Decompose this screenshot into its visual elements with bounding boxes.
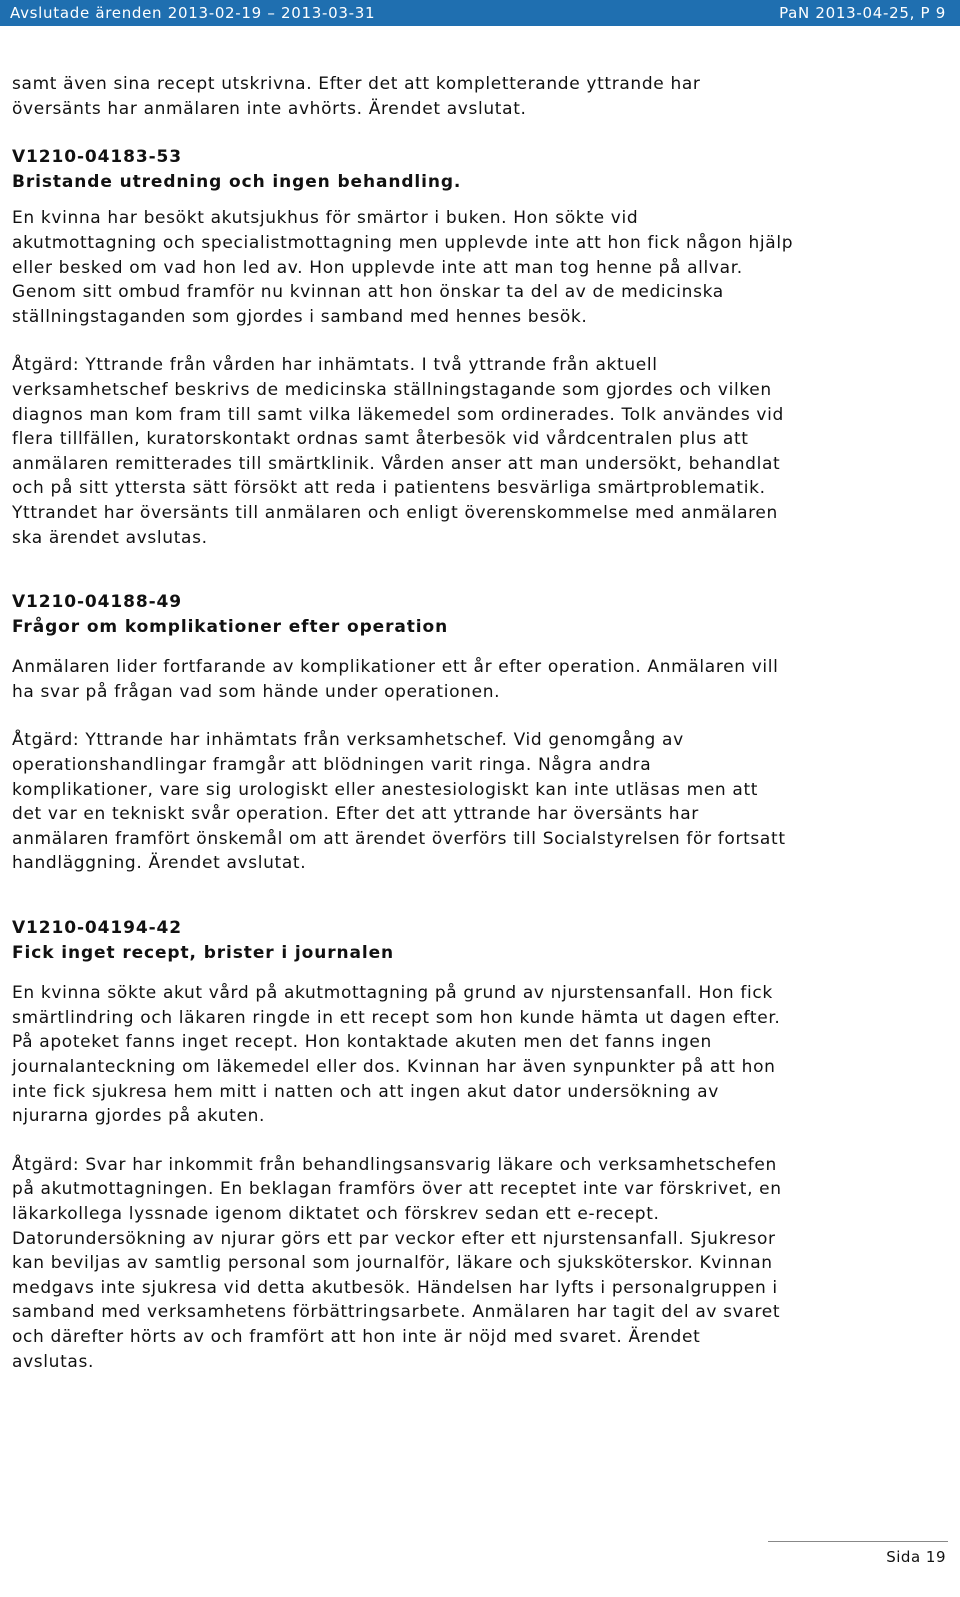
case-heading: [12, 590, 932, 639]
text-line: läkarkollega lyssnade igenom diktatet och förskrev sedan ett e-recept.: [12, 1203, 660, 1224]
text-line: medgavs inte sjukresa vid detta akutbesök. Händelsen har lyfts i personalgruppen i: [12, 1277, 778, 1298]
text-line: En kvinna sökte akut vård på akutmottagning på grund av njurstensanfall. Hon fick: [12, 983, 773, 1004]
text-line: ska ärendet avslutas.: [12, 527, 208, 548]
text-line: njurarna gjordes på akuten.: [12, 1106, 266, 1127]
case-entry: [12, 145, 932, 550]
case-id: V1210-04194-42: [12, 918, 182, 939]
document-body: [12, 72, 932, 1374]
text-line: akutmottagning och specialistmottagning men upplevde inte att hon fick någon hjälp: [12, 232, 794, 253]
case-heading: [12, 916, 932, 965]
text-line: Yttrandet har översänts till anmälaren och enligt överenskommelse med anmälaren: [12, 502, 778, 523]
case-entry: [12, 590, 932, 876]
text-line: smärtlindring och läkaren ringde in ett recept som hon kunde hämta ut dagen efter.: [12, 1007, 781, 1028]
case-id: V1210-04188-49: [12, 592, 182, 613]
text-line: översänts har anmälaren inte avhörts. Ärendet avslutat.: [12, 98, 527, 119]
intro-paragraph: [12, 72, 932, 121]
text-line: Genom sitt ombud framför nu kvinnan att hon önskar ta del av de medicinska: [12, 282, 724, 303]
case-title: Bristande utredning och ingen behandling.: [12, 171, 462, 192]
text-line: samband med verksamhetens förbättringsarbete. Anmälaren har tagit del av svaret: [12, 1302, 781, 1323]
text-line: komplikationer, vare sig urologiskt eller anestesiologiskt kan inte utläsas men att: [12, 779, 759, 800]
text-line: inte fick sjukresa hem mitt i natten och att ingen akut dator undersökning av: [12, 1081, 719, 1102]
header-title: Avslutade ärenden 2013-02-19 – 2013-03-31: [10, 4, 376, 22]
case-action: [12, 353, 932, 550]
text-line: flera tillfällen, kuratorskontakt ordnas samt återbesök vid vårdcentralen plus att: [12, 429, 749, 450]
case-description: [12, 206, 932, 329]
text-line: och på sitt yttersta sätt försökt att reda i patientens besvärliga smärtproblematik.: [12, 478, 766, 499]
footer-divider: [768, 1541, 948, 1542]
case-title: Fick inget recept, brister i journalen: [12, 942, 395, 963]
text-line: kan beviljas av samtlig personal som journalför, läkare och sjuksköterskor. Kvinnan: [12, 1253, 773, 1274]
text-line: ställningstaganden som gjordes i samband med hennes besök.: [12, 306, 588, 327]
text-line: anmälaren remitterades till smärtklinik. Vården anser att man undersökt, behandlat: [12, 453, 781, 474]
text-line: Anmälaren lider fortfarande av komplikationer ett år efter operation. Anmälaren vill: [12, 657, 779, 678]
text-line: operationshandlingar framgår att blödningen varit ringa. Några andra: [12, 755, 652, 776]
case-action: [12, 1153, 932, 1374]
case-entry: [12, 916, 932, 1374]
text-line: Datorundersökning av njurar görs ett par veckor efter ett njurstensanfall. Sjukresor: [12, 1228, 776, 1249]
text-line: verksamhetschef beskrivs de medicinska ställningstagande som gjordes och vilken: [12, 379, 772, 400]
text-line: eller besked om vad hon led av. Hon upplevde inte att man tog henne på allvar.: [12, 257, 743, 278]
case-id: V1210-04183-53: [12, 147, 182, 168]
page-header: [0, 0, 960, 26]
case-description: [12, 981, 932, 1129]
text-line: avslutas.: [12, 1351, 95, 1372]
text-line: journalanteckning om läkemedel eller dos. Kvinnan har även synpunkter på att hon: [12, 1057, 776, 1077]
text-line: handläggning. Ärendet avslutat.: [12, 853, 307, 874]
text-line: diagnos man kom fram till samt vilka läkemedel som ordinerades. Tolk användes vid: [12, 404, 784, 425]
text-line: ha svar på frågan vad som hände under operationen.: [12, 681, 501, 702]
case-description: [12, 655, 932, 704]
text-line: och därefter hörts av och framfört att hon inte är nöjd med svaret. Ärendet: [12, 1326, 701, 1347]
text-line: på akutmottagningen. En beklagan framförs över att receptet inte var förskrivet, en: [12, 1179, 782, 1200]
text-line: Åtgärd: Yttrande har inhämtats från verksamhetschef. Vid genomgång av: [12, 730, 684, 751]
text-line: det var en tekniskt svår operation. Efter det att yttrande har översänts har: [12, 804, 699, 825]
text-line: Åtgärd: Svar har inkommit från behandlingsansvarig läkare och verksamhetschefen: [12, 1154, 777, 1175]
case-title: Frågor om komplikationer efter operation: [12, 616, 449, 637]
text-line: En kvinna har besökt akutsjukhus för smärtor i buken. Hon sökte vid: [12, 208, 639, 229]
page-number: Sida 19: [886, 1548, 946, 1566]
header-reference: PaN 2013-04-25, P 9: [779, 4, 946, 22]
text-line: anmälaren framfört önskemål om att ärendet överförs till Socialstyrelsen för fortsatt: [12, 828, 786, 849]
text-line: Åtgärd: Yttrande från vården har inhämtats. I två yttrande från aktuell: [12, 355, 658, 376]
text-line: På apoteket fanns inget recept. Hon kontaktade akuten men det fanns ingen: [12, 1032, 712, 1053]
case-action: [12, 728, 932, 876]
case-heading: [12, 145, 932, 194]
text-line: samt även sina recept utskrivna. Efter det att kompletterande yttrande har: [12, 74, 701, 94]
